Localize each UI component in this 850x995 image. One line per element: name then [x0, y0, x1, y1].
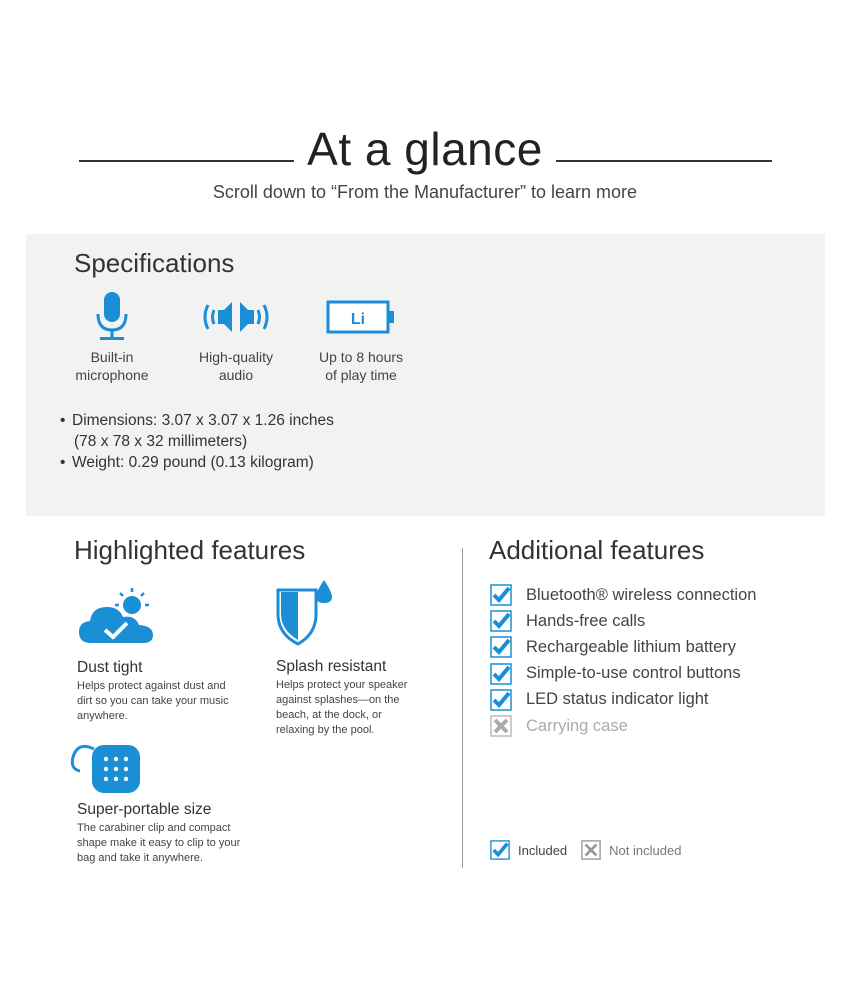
feature-title: Splash resistant — [276, 658, 387, 675]
feature-label: Simple-to-use control buttons — [526, 664, 741, 683]
additional-features-list — [490, 582, 756, 739]
shield-drop-icon — [276, 580, 336, 646]
list-item — [490, 687, 756, 713]
battery-badge: Li — [350, 311, 366, 328]
header-rule-right — [556, 160, 772, 162]
spec-label-line: microphone — [75, 367, 149, 383]
dimensions-metric: (78 x 78 x 32 millimeters) — [74, 433, 248, 450]
list-item — [490, 661, 756, 687]
specifications-title: Specifications — [74, 248, 235, 278]
checkbox-checked-icon — [490, 689, 512, 711]
feature-label: Hands-free calls — [526, 611, 646, 630]
feature-desc-line: dirt so you can take your music — [77, 695, 229, 707]
feature-title: Super-portable size — [77, 801, 212, 818]
dimensions-bullet — [60, 410, 334, 431]
spec-label-line: Built-in — [90, 349, 134, 365]
checkbox-checked-icon — [490, 636, 512, 658]
feature-desc-line: anywhere. — [77, 710, 128, 722]
feature-splash-resistant — [276, 580, 466, 738]
feature-desc-line: The carabiner clip and compact — [77, 822, 231, 834]
checkbox-checked-icon — [490, 610, 512, 632]
list-item — [490, 634, 756, 660]
feature-desc-line: Helps protect against dust and — [77, 680, 226, 692]
list-item — [490, 608, 756, 634]
dimensions-text: Dimensions: 3.07 x 3.07 x 1.26 inches — [72, 412, 334, 429]
list-item — [490, 713, 756, 739]
spec-battery — [301, 290, 421, 384]
spec-microphone — [52, 290, 172, 384]
feature-dust-tight — [77, 585, 267, 724]
spec-audio — [176, 290, 296, 384]
feature-desc-line: bag and take it anywhere. — [77, 852, 203, 864]
feature-desc-line: beach, at the dock, or — [276, 709, 382, 721]
legend-included-label: Included — [518, 842, 568, 858]
feature-label: LED status indicator light — [526, 690, 709, 709]
spec-label-line: Up to 8 hours — [318, 349, 404, 365]
spec-label-line: audio — [218, 367, 254, 383]
highlighted-features-title: Highlighted features — [74, 535, 306, 565]
microphone-icon — [92, 290, 132, 344]
feature-text — [70, 801, 260, 866]
feature-desc-line: against splashes—on the — [276, 694, 400, 706]
spec-bullets — [60, 410, 334, 473]
checkbox-x-icon — [490, 715, 512, 737]
page-subtitle: Scroll down to “From the Manufacturer” to learn more — [212, 182, 638, 202]
feature-desc-line: shape make it easy to clip to your — [77, 837, 241, 849]
list-item — [490, 582, 756, 608]
spec-battery-label — [301, 348, 421, 384]
spec-label-line: of play time — [325, 367, 397, 383]
legend-not-included — [581, 840, 681, 860]
weight-text: Weight: 0.29 pound (0.13 kilogram) — [72, 454, 314, 471]
feature-label: Carrying case — [526, 716, 628, 735]
feature-desc — [77, 679, 267, 724]
feature-desc — [77, 821, 260, 866]
header — [0, 118, 850, 188]
legend-not-included-label: Not included — [609, 842, 682, 858]
feature-desc — [276, 678, 466, 738]
feature-label: Rechargeable lithium battery — [526, 637, 737, 656]
spec-microphone-label — [52, 348, 172, 384]
section-divider — [462, 548, 463, 868]
feature-title: Dust tight — [77, 659, 143, 676]
lithium-battery-icon — [325, 290, 397, 344]
checkbox-checked-icon — [490, 584, 512, 606]
legend — [490, 840, 695, 860]
speaker-audio-icon — [198, 290, 274, 344]
checkbox-checked-icon — [490, 840, 510, 860]
additional-features-title: Additional features — [489, 535, 705, 565]
carabiner-speaker-icon — [70, 737, 146, 795]
legend-included — [490, 840, 567, 860]
feature-desc-line: relaxing by the pool. — [276, 724, 375, 736]
spec-audio-label — [176, 348, 296, 384]
checkbox-checked-icon — [490, 663, 512, 685]
weight-bullet — [60, 452, 334, 473]
cloud-sun-check-icon — [77, 585, 157, 647]
feature-desc-line: Helps protect your speaker — [276, 679, 408, 691]
spec-label-line: High-quality — [199, 349, 273, 365]
feature-label: Bluetooth® wireless connection — [526, 585, 757, 604]
page-title: At a glance — [307, 123, 543, 175]
feature-super-portable — [70, 737, 260, 866]
checkbox-x-icon — [581, 840, 601, 860]
